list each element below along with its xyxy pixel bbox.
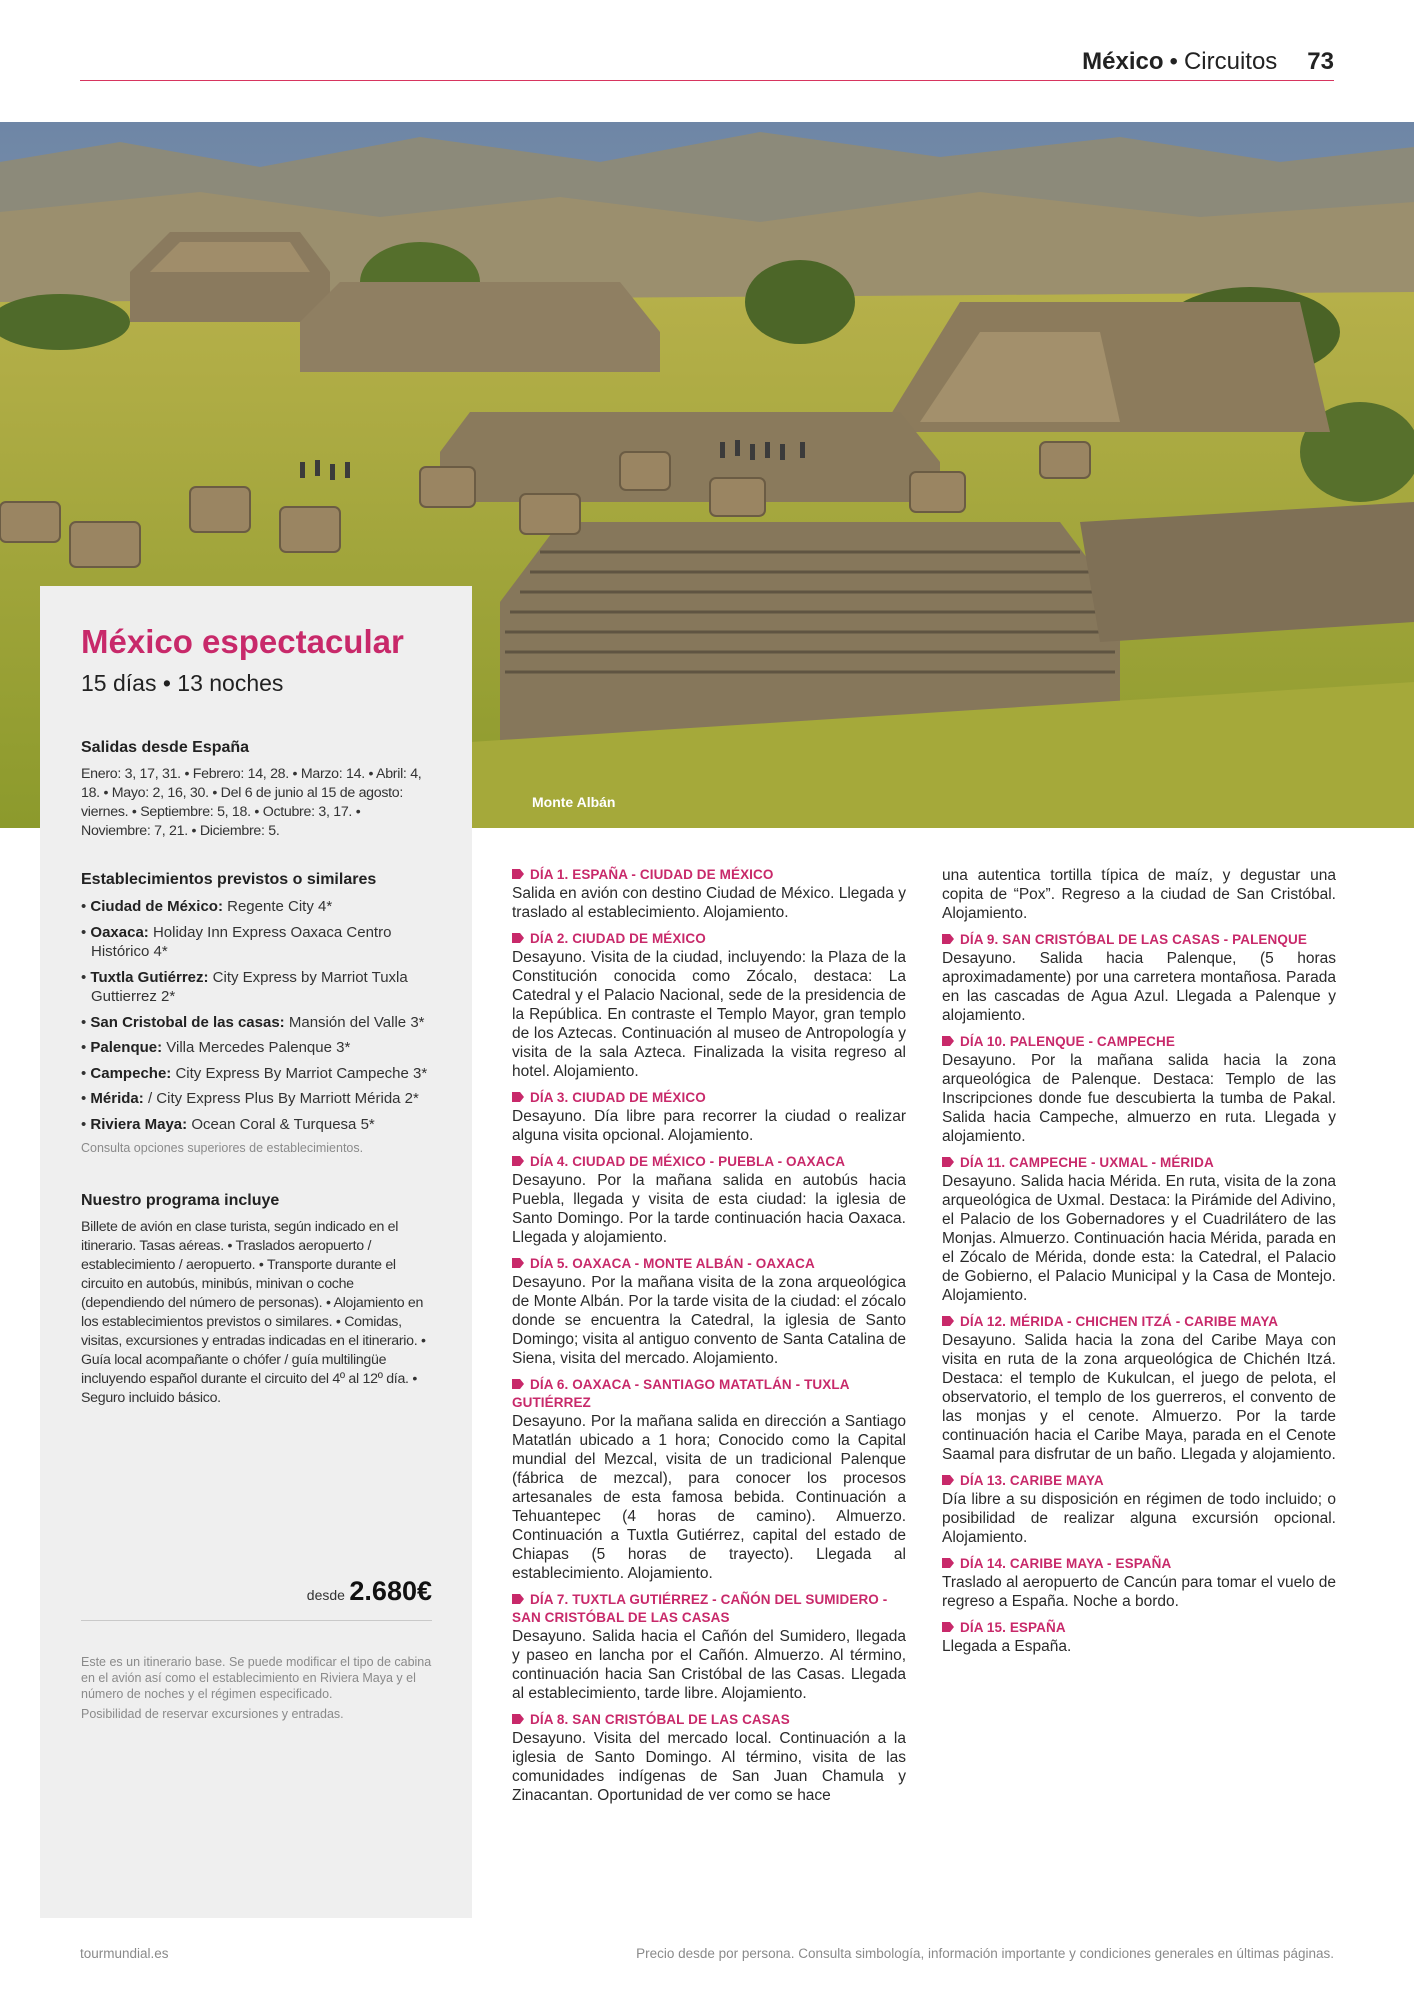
- arrow-icon: [512, 1156, 524, 1166]
- day-block: [942, 1619, 1336, 1656]
- hero-caption: Monte Albán: [532, 794, 616, 810]
- day-text: Desayuno. Salida hacia el Cañón del Sumidero, llegada y paseo en lancha por el Cañón. Almuerzo. Al término, continuación hacia San Cristóbal de las Casas. Llegada al establecimiento, tarde libre. Alojamiento.: [512, 1628, 906, 1702]
- day-heading: DÍA 3. CIUDAD DE MÉXICO: [512, 1089, 906, 1107]
- day-heading: DÍA 5. OAXACA - MONTE ALBÁN - OAXACA: [512, 1255, 906, 1273]
- trip-title: México espectacular: [81, 623, 404, 660]
- day-block: [942, 1313, 1336, 1464]
- arrow-icon: [512, 1258, 524, 1268]
- departures-heading: Salidas desde España: [81, 739, 250, 757]
- header-country: México: [1082, 48, 1164, 75]
- hotel-item: • Tuxtla Gutiérrez: City Express by Marriot Tuxla Guttierrez 2*: [81, 968, 408, 1006]
- arrow-icon: [512, 1714, 524, 1724]
- hotel-item: • Oaxaca: Holiday Inn Express Oaxaca Centro Histórico 4*: [81, 923, 392, 961]
- departures-text: Enero: 3, 17, 31. • Febrero: 14, 28. • Marzo: 14. • Abril: 4, 18. • Mayo: 2, 16, 30. • Del 6 de junio al 15 de agosto: viernes. • Septiembre: 5, 18. • Octubre: 3, 17. • Noviembre: 7, 21. • Diciembre: 5.: [81, 766, 422, 840]
- day-text: Desayuno. Por la mañana salida en dirección a Santiago Matatlán ubicado a 1 hora; Conocido como la Capital mundial del Mezcal, visita de un tradicional Palenque (fábrica de mezcal), para conocer los procesos artesanales de esta famosa bebida. Continuación a Tehuantepec (4 horas de camino). Almuerzo. Continuación a Tuxtla Gutiérrez, capital del estado de Chiapas (5 horas de trayecto). Llegada al establecimiento. Alojamiento.: [512, 1413, 906, 1582]
- day-block: [512, 930, 906, 1081]
- hotel-item: • San Cristobal de las casas: Mansión del Valle 3*: [81, 1013, 425, 1031]
- note-text-1: Este es un itinerario base. Se puede modificar el tipo de cabina en el avión así como el establecimiento en Riviera Maya y el número de noches y el régimen especificado.: [81, 1655, 432, 1701]
- hotels-heading: Establecimientos previstos o similares: [81, 871, 377, 889]
- includes-heading: Nuestro programa incluye: [81, 1192, 280, 1210]
- trip-duration: 15 días • 13 noches: [81, 670, 284, 697]
- day-text: Salida en avión con destino Ciudad de México. Llegada y traslado al establecimiento. Alojamiento.: [512, 885, 906, 921]
- day-text-continued: una autentica tortilla típica de maíz, y degustar una copita de “Pox”. Regreso a la ciudad de San Cristóbal. Alojamiento.: [942, 867, 1336, 922]
- day-heading: DÍA 6. OAXACA - SANTIAGO MATATLÁN - TUXLA GUTIÉRREZ: [512, 1377, 850, 1410]
- page-number: 73: [1307, 48, 1334, 75]
- day-text: Desayuno. Día libre para recorrer la ciudad o realizar alguna visita opcional. Alojamiento.: [512, 1108, 906, 1144]
- day-text: Desayuno. Visita de la ciudad, incluyendo: la Plaza de la Constitución conocida como Zócalo, destaca: La Catedral y el Palacio Nacional, sede de la presidencia de la República. En contraste el Templo Mayor, gran templo de los Aztecas. Continuación al museo de Antropología y visita de la sala Azteca. Finalizada la visita regreso al hotel. Alojamiento.: [512, 949, 906, 1080]
- header-breadcrumb: México • Circuitos 73: [1082, 48, 1334, 75]
- arrow-icon: [942, 1558, 954, 1568]
- day-block: [512, 1711, 906, 1805]
- day-text: Traslado al aeropuerto de Cancún para tomar el vuelo de regreso a España. Noche a bordo.: [942, 1574, 1336, 1610]
- arrow-icon: [942, 1316, 954, 1326]
- hotel-item: • Mérida: / City Express Plus By Marriott Mérida 2*: [81, 1090, 419, 1108]
- day-heading: DÍA 10. PALENQUE - CAMPECHE: [942, 1033, 1336, 1051]
- arrow-icon: [512, 933, 524, 943]
- arrow-icon: [512, 1379, 524, 1389]
- day-block: [512, 1255, 906, 1368]
- includes-text: Billete de avión en clase turista, según indicado en el itinerario. Tasas aéreas. • Traslados aeropuerto / establecimiento / aeropuerto. • Transporte durante el circuito en autobús, minibús, minivan o coche (dependiendo del número de personas). • Alojamiento en los establecimientos previstos o similares. • Comidas, visitas, excursiones y entradas indicadas en el itinerario. • Guía local acompañante o chófer / guía multilingüe incluyendo español durante el circuito del 4º al 12º día. • Seguro incluido básico.: [81, 1219, 426, 1407]
- day-text: Desayuno. Salida hacia Mérida. En ruta, visita de la zona arqueológica de Uxmal. Destaca: la Pirámide del Adivino, el Palacio de los Gobernadores y el Cuadrilátero de las Monjas. Almuerzo. Continuación hacia Mérida, parada en el Zócalo de Mérida, donde esta: la Catedral, el Palacio de Gobierno, el Palacio Municipal y la Casa de Montejo. Alojamiento.: [942, 1173, 1336, 1304]
- trip-info-content: [81, 624, 432, 1408]
- day-heading: DÍA 9. SAN CRISTÓBAL DE LAS CASAS - PALENQUE: [942, 931, 1336, 949]
- arrow-icon: [512, 869, 524, 879]
- arrow-icon: [512, 1092, 524, 1102]
- hotel-item: • Campeche: City Express By Marriot Campeche 3*: [81, 1064, 428, 1082]
- day-heading: DÍA 13. CARIBE MAYA: [942, 1472, 1336, 1490]
- hotels-list: [81, 897, 432, 1134]
- day-text: Desayuno. Por la mañana visita de la zona arqueológica de Monte Albán. Por la tarde visita de la ciudad: el zócalo donde se encuentra la Catedral, la iglesia de Santo Domingo; visita al antiguo convento de Santa Catalina de Siena, visita del mercado. Alojamiento.: [512, 1274, 906, 1367]
- day-block: [942, 1154, 1336, 1305]
- day-text: Desayuno. Salida hacia Palenque, (5 horas aproximadamente) por una carretera montañosa. Parada en las cascadas de Agua Azul. Llegada a Palenque y alojamiento.: [942, 950, 1336, 1024]
- hotels-note: Consulta opciones superiores de establecimientos.: [81, 1141, 364, 1156]
- day-heading: DÍA 14. CARIBE MAYA - ESPAÑA: [942, 1555, 1336, 1573]
- footer-disclaimer: Precio desde por persona. Consulta simbología, información importante y condiciones generales en últimas páginas.: [636, 1946, 1334, 1961]
- day-heading: DÍA 8. SAN CRISTÓBAL DE LAS CASAS: [512, 1711, 906, 1729]
- hotel-item: • Riviera Maya: Ocean Coral & Turquesa 5*: [81, 1115, 375, 1133]
- day-heading: DÍA 11. CAMPECHE - UXMAL - MÉRIDA: [942, 1154, 1336, 1172]
- price-prefix: desde: [306, 1587, 345, 1603]
- day-heading: DÍA 12. MÉRIDA - CHICHEN ITZÁ - CARIBE MAYA: [942, 1313, 1336, 1331]
- day-text: Desayuno. Salida hacia la zona del Caribe Maya con visita en ruta de la zona arqueológica de Chichén Itzá. Destaca: el templo de Kukulcan, el juego de pelota, el observatorio, el templo de los guerreros, el convento de las monjas y el cenote. Almuerzo. Por la tarde continuación hacia el Caribe Maya, parada en el Cenote Saamal para disfrutar de un baño. Llegada y alojamiento.: [942, 1332, 1336, 1463]
- arrow-icon: [942, 1475, 954, 1485]
- day-heading: DÍA 4. CIUDAD DE MÉXICO - PUEBLA - OAXACA: [512, 1153, 906, 1171]
- price-row: [81, 1576, 432, 1621]
- hotel-item: • Palenque: Villa Mercedes Palenque 3*: [81, 1039, 351, 1057]
- arrow-icon: [942, 1036, 954, 1046]
- day-heading: DÍA 2. CIUDAD DE MÉXICO: [512, 930, 906, 948]
- day-heading: DÍA 7. TUXTLA GUTIÉRREZ - CAÑÓN DEL SUMIDERO - SAN CRISTÓBAL DE LAS CASAS: [512, 1592, 888, 1625]
- day-block: [512, 1591, 906, 1703]
- footer-site: tourmundial.es: [80, 1946, 169, 1961]
- day-block: [942, 866, 1336, 923]
- itinerary-column-1: [512, 866, 906, 1813]
- arrow-icon: [512, 1594, 524, 1604]
- day-heading: DÍA 15. ESPAÑA: [942, 1619, 1336, 1637]
- price-amount: 2.680€: [349, 1576, 432, 1606]
- day-block: [942, 1033, 1336, 1146]
- itinerary-column-2: [942, 866, 1336, 1664]
- day-block: [512, 1376, 906, 1583]
- arrow-icon: [942, 934, 954, 944]
- day-heading: DÍA 1. ESPAÑA - CIUDAD DE MÉXICO: [512, 866, 906, 884]
- hotel-item: • Ciudad de México: Regente City 4*: [81, 898, 333, 916]
- itinerary-note: [81, 1654, 432, 1722]
- day-block: [942, 1555, 1336, 1611]
- day-text: Desayuno. Visita del mercado local. Continuación a la iglesia de Santo Domingo. Al término, visita de las comunidades indígenas de San Juan Chamula y Zinacantan. Oportunidad de ver como se hace: [512, 1730, 906, 1804]
- arrow-icon: [942, 1157, 954, 1167]
- arrow-icon: [942, 1622, 954, 1632]
- day-text: Desayuno. Por la mañana salida hacia la zona arqueológica de Palenque. Destaca: Templo de las Inscripciones donde fue descubierta la tumba de Pakal. Salida hacia Campeche, almuerzo en ruta. Llegada y alojamiento.: [942, 1052, 1336, 1145]
- day-text: Llegada a España.: [942, 1638, 1072, 1655]
- note-text-2: Posibilidad de reservar excursiones y entradas.: [81, 1707, 344, 1721]
- day-text: Desayuno. Por la mañana salida en autobús hacia Puebla, llegada y visita de esta ciudad: la iglesia de Santo Domingo. Por la tarde continuación hacia Oaxaca. Llegada y alojamiento.: [512, 1172, 906, 1246]
- day-text: Día libre a su disposición en régimen de todo incluido; o posibilidad de realizar alguna excursión opcional. Alojamiento.: [942, 1491, 1336, 1546]
- day-block: [942, 931, 1336, 1025]
- trip-info-panel: [40, 586, 472, 1918]
- day-block: [512, 866, 906, 922]
- page-header: [80, 44, 1334, 81]
- header-section: Circuitos: [1183, 48, 1278, 75]
- day-block: [512, 1089, 906, 1145]
- day-block: [942, 1472, 1336, 1547]
- day-block: [512, 1153, 906, 1247]
